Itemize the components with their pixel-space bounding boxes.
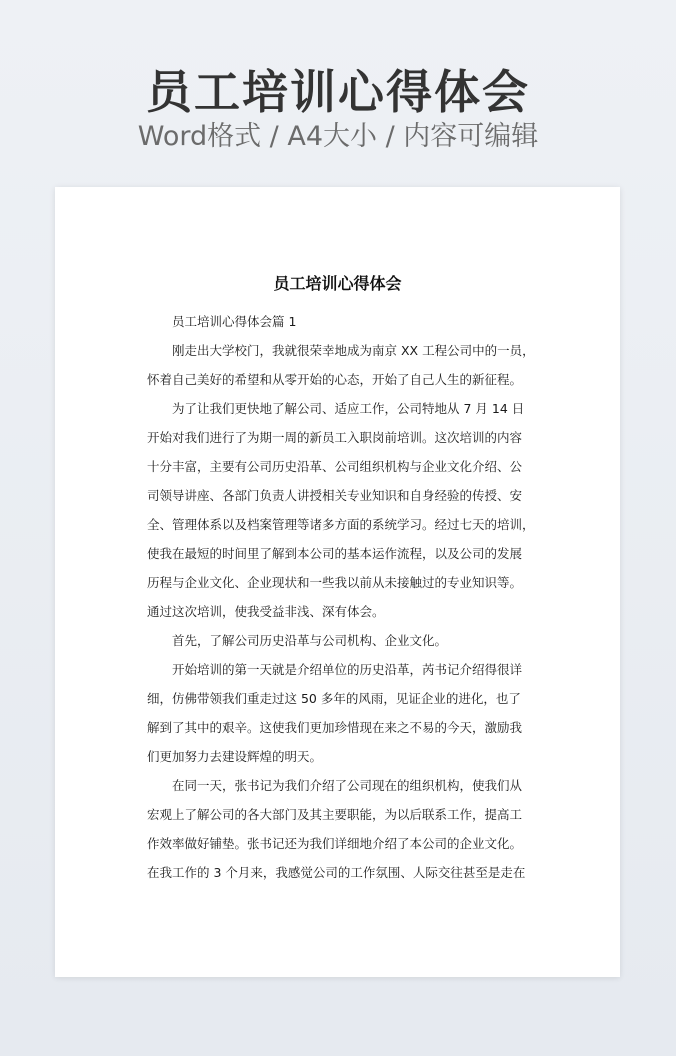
document-body [147,307,535,887]
text-line: 作效率做好铺垫。张书记还为我们详细地介绍了本公司的企业文化。 [147,836,523,851]
text-line: 在同一天，张书记为我们介绍了公司现在的组织机构，使我们从 [172,778,523,793]
text-line: 开始培训的第一天就是介绍单位的历史沿革，芮书记介绍得很详 [172,662,523,677]
paragraph-heading [147,307,532,336]
text-line: 首先，了解公司历史沿革与公司机构、企业文化。 [172,633,448,648]
header-banner [0,0,676,180]
paragraph [147,655,532,771]
document-page [55,187,620,977]
text-line: 全、管理体系以及档案管理等诸多方面的系统学习。经过七天的培训， [147,517,535,532]
text-line: 们更加努力去建设辉煌的明天。 [147,749,323,764]
text-line: 员工培训心得体会篇 1 [172,314,297,329]
banner-subtitle: Word格式 / A4大小 / 内容可编辑 [137,121,539,152]
text-line: 通过这次培训，使我受益非浅、深有体会。 [147,604,385,619]
paragraph [147,771,532,887]
text-line: 历程与企业文化、企业现状和一些我以前从未接触过的专业知识等。 [147,575,523,590]
text-line: 怀着自己美好的希望和从零开始的心态，开始了自己人生的新征程。 [147,372,523,387]
text-line: 细，仿佛带领我们重走过这 50 多年的风雨，见证企业的进化，也了 [147,691,521,706]
paragraph [147,336,535,394]
text-line: 在我工作的 3 个月来，我感觉公司的工作氛围、人际交往甚至是走在 [147,865,526,880]
text-line: 宏观上了解公司的各大部门及其主要职能，为以后联系工作，提高工 [147,807,523,822]
banner-title: 员工培训心得体会 [146,65,530,119]
paragraph [147,626,532,655]
document-title: 员工培训心得体会 [273,274,402,293]
text-line: 司领导讲座、各部门负责人讲授相关专业知识和自身经验的传授、安 [147,488,523,503]
text-line: 开始对我们进行了为期一周的新员工入职岗前培训。这次培训的内容 [147,430,523,445]
text-line: 为了让我们更快地了解公司、适应工作，公司特地从 7 月 14 日 [172,401,525,416]
text-line: 刚走出大学校门，我就很荣幸地成为南京 XX 工程公司中的一员， [172,343,535,358]
paragraph [147,394,535,626]
text-line: 使我在最短的时间里了解到本公司的基本运作流程，以及公司的发展 [147,546,523,561]
text-line: 解到了其中的艰辛。这使我们更加珍惜现在来之不易的今天，激励我 [147,720,523,735]
text-line: 十分丰富，主要有公司历史沿革、公司组织机构与企业文化介绍、公 [147,459,523,474]
